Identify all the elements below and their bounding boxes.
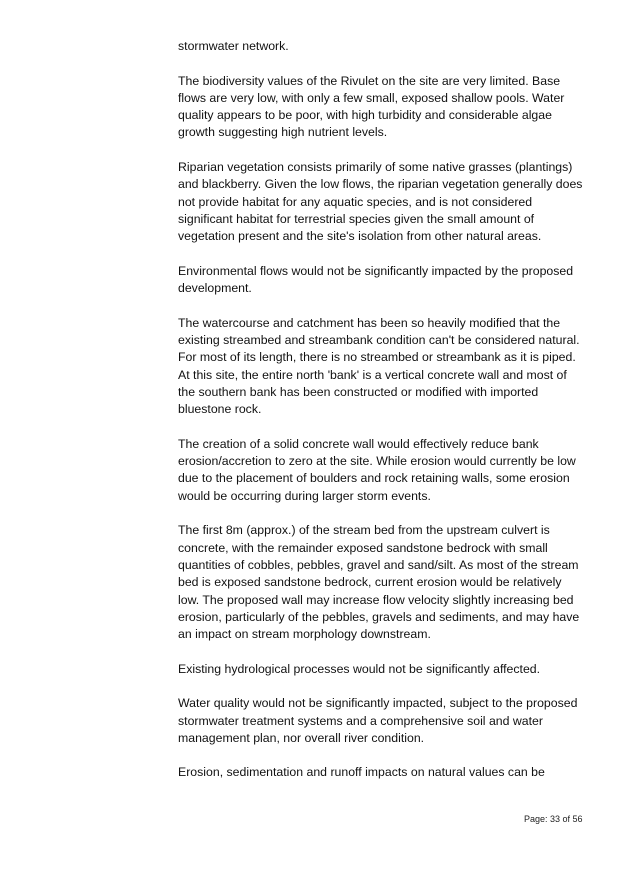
paragraph-erosion-sedimentation: Erosion, sedimentation and runoff impacts on natural values can be	[178, 765, 545, 780]
document-body	[178, 38, 586, 799]
paragraph-stream-bed: The first 8m (approx.) of the stream bed from the upstream culvert is concrete, with the remainder exposed sandstone bedrock with small quantities of cobbles, pebbles, gravel and sand/silt. As most of the stream bed is exposed sandstone bedrock, current erosion would be relatively low. The proposed wall may increase flow velocity slightly increasing bed erosion, particularly of the pebbles, gravels and sediments, and may have an impact on stream morphology downstream.	[178, 523, 580, 642]
page-number: Page: 33 of 56	[524, 814, 583, 824]
paragraph-concrete-wall-erosion: The creation of a solid concrete wall would effectively reduce bank erosion/accretion to zero at the site. While erosion would currently be low due to the placement of boulders and rock retaining walls, some erosion would be occurring during larger storm events.	[178, 436, 576, 503]
paragraph-environmental-flows: Environmental flows would not be significantly impacted by the proposed development.	[178, 263, 574, 296]
paragraph-hydrological-processes: Existing hydrological processes would not be significantly affected.	[178, 661, 541, 676]
paragraph-stormwater-network: stormwater network.	[178, 39, 289, 53]
paragraph-riparian-vegetation: Riparian vegetation consists primarily of some native grasses (plantings) and blackberry. Given the low flows, the riparian vegetation generally does not provide habitat for any aquatic species, and is not considered significant habitat for terrestrial species given the small amount of vegetation present and the site's isolation from other natural areas.	[178, 160, 583, 244]
paragraph-watercourse-modification: The watercourse and catchment has been so heavily modified that the existing streambed and streambank condition can't be considered natural. For most of its length, there is no streambed or streambank as it is piped. At this site, the entire north 'bank' is a vertical concrete wall and most of the southern bank has been constructed or modified with imported bluestone rock.	[178, 315, 580, 417]
paragraph-biodiversity-values: The biodiversity values of the Rivulet on the site are very limited. Base flows are very low, with only a few small, exposed shallow pools. Water quality appears to be poor, with high turbidity and considerable algae growth suggesting high nutrient levels.	[178, 73, 565, 140]
paragraph-water-quality: Water quality would not be significantly impacted, subject to the proposed stormwater treatment systems and a comprehensive soil and water management plan, nor overall river condition.	[178, 696, 578, 745]
